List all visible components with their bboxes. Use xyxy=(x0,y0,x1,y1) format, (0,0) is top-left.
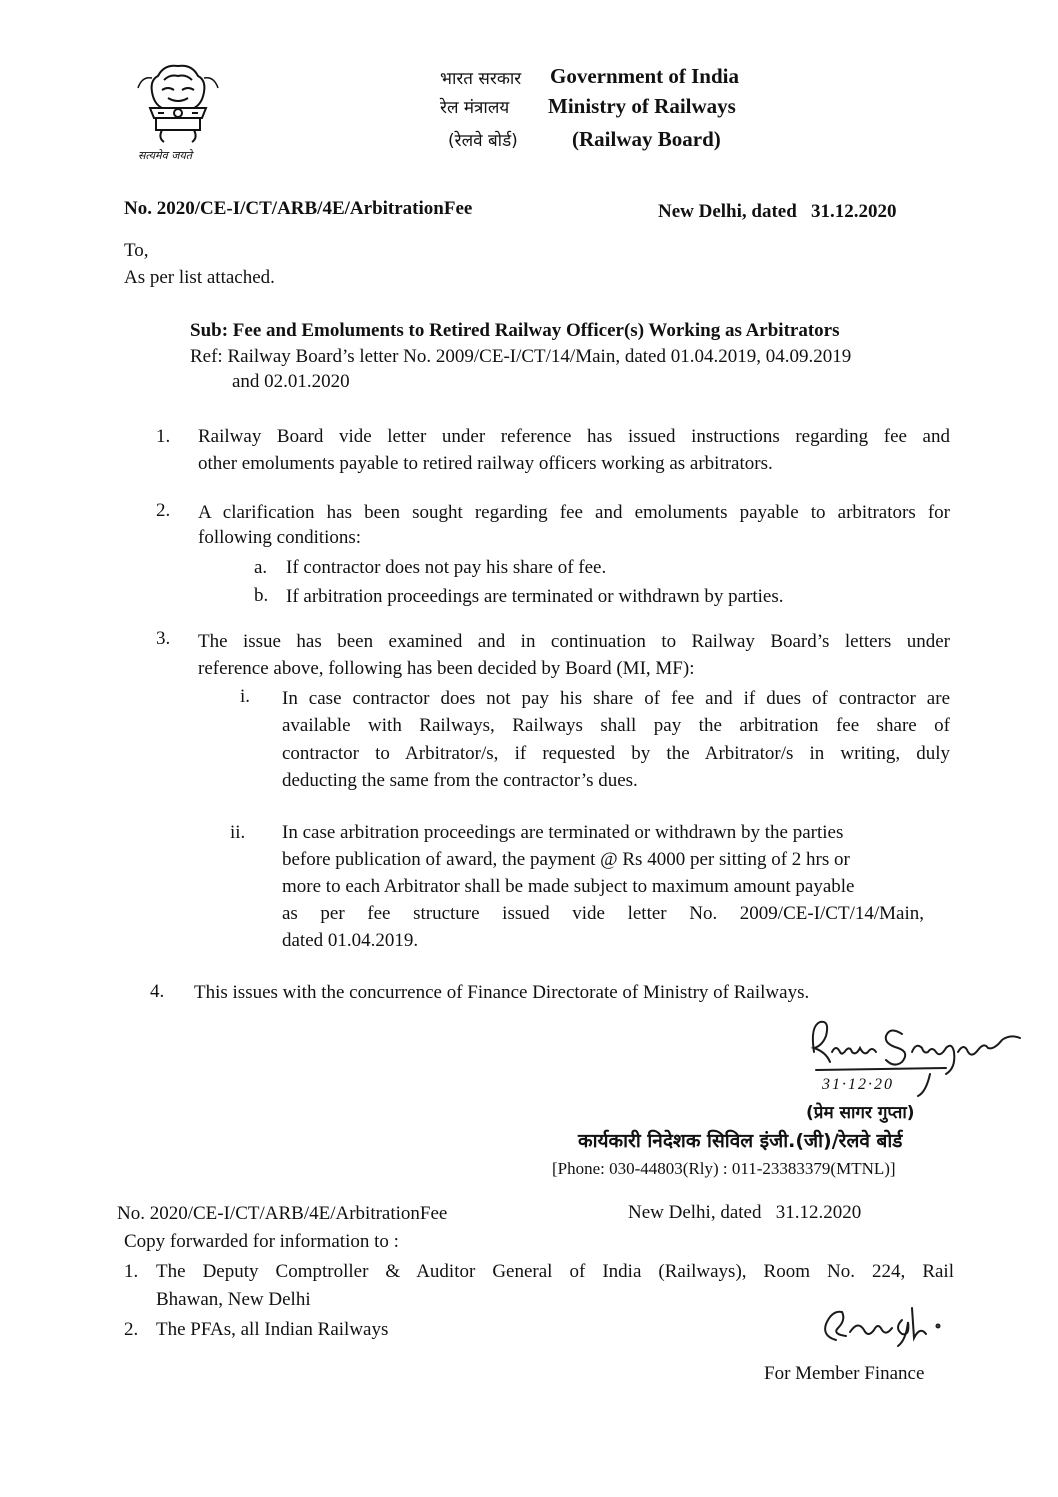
paragraph-line: reference above, following has been decided by Board (MI, MF): xyxy=(198,658,695,679)
paragraph-line: other emoluments payable to retired railway officers working as arbitrators. xyxy=(198,453,773,474)
sub-item-line: available with Railways, Railways shall pay the arbitration fee share of xyxy=(282,715,950,736)
sub-item-line: dated 01.04.2019. xyxy=(282,930,419,951)
signatory-name-hindi: (प्रेम सागर गुप्ता) xyxy=(806,1103,915,1123)
sub-item-line: before publication of award, the payment @ Rs 4000 per sitting of 2 hrs or xyxy=(282,849,850,870)
sub-item-text: If contractor does not pay his share of fee. xyxy=(286,557,607,578)
copy-item-line: The Deputy Comptroller & Auditor General of India (Railways), Room No. 224, Rail xyxy=(156,1261,954,1282)
header-hindi-ministry: रेल मंत्रालय xyxy=(440,98,510,118)
letter-subject: Sub: Fee and Emoluments to Retired Railway Officer(s) Working as Arbitrators xyxy=(190,320,840,341)
copy-item-line: The PFAs, all Indian Railways xyxy=(156,1319,389,1340)
copy-item-number: 2. xyxy=(124,1319,139,1340)
paragraph-line: following conditions: xyxy=(198,527,362,548)
sub-item-letter: a. xyxy=(254,557,268,578)
sub-item-line: more to each Arbitrator shall be made subject to maximum amount payable xyxy=(282,876,855,897)
sub-item-numeral: i. xyxy=(240,686,251,707)
paragraph-number: 2. xyxy=(156,500,171,521)
header-english-ministry: Ministry of Railways xyxy=(548,94,736,118)
sub-item-line: deducting the same from the contractor’s dues. xyxy=(282,770,638,791)
letter-number: No. 2020/CE-I/CT/ARB/4E/ArbitrationFee xyxy=(124,198,473,219)
letter-to: To, xyxy=(124,240,149,261)
paragraph-line: This issues with the concurrence of Finance Directorate of Ministry of Railways. xyxy=(194,982,810,1003)
sub-item-line: In case contractor does not pay his share of fee and if dues of contractor are xyxy=(282,688,950,709)
letter-date: New Delhi, dated 31.12.2020 xyxy=(658,201,897,222)
header-english-government: Government of India xyxy=(550,64,739,88)
member-finance-signoff: For Member Finance xyxy=(764,1363,925,1384)
header-hindi-government: भारत सरकार xyxy=(440,69,522,89)
letter-reference: Ref: Railway Board’s letter No. 2009/CE-I/CT/14/Main, dated 01.04.2019, 04.09.2019 xyxy=(190,346,852,367)
header-hindi-board: (रेलवे बोर्ड) xyxy=(448,131,518,151)
sub-item-numeral: ii. xyxy=(230,822,246,843)
national-emblem xyxy=(128,58,228,168)
copy-letter-number: No. 2020/CE-I/CT/ARB/4E/ArbitrationFee xyxy=(117,1203,448,1224)
paragraph-line: Railway Board vide letter under reference has issued instructions regarding fee and xyxy=(198,426,950,447)
sub-item-line: In case arbitration proceedings are terminated or withdrawn by the parties xyxy=(282,822,844,843)
paragraph-number: 1. xyxy=(156,426,171,447)
paragraph-line: The issue has been examined and in continuation to Railway Board’s letters under xyxy=(198,631,950,652)
letter-reference-cont: and 02.01.2020 xyxy=(232,371,350,392)
copy-letter-date: New Delhi, dated 31.12.2020 xyxy=(628,1202,862,1223)
sub-item-line: as per fee structure issued vide letter No. 2009/CE-I/CT/14/Main, xyxy=(282,903,924,924)
paragraph-number: 3. xyxy=(156,628,171,649)
initials-signature xyxy=(812,1300,972,1350)
sub-item-letter: b. xyxy=(254,585,269,606)
signatory-phone: [Phone: 030-44803(Rly) : 011-23383379(MTNL)] xyxy=(552,1159,896,1178)
paragraph-number: 4. xyxy=(150,981,165,1002)
emblem-motto: सत्यमेव जयते xyxy=(138,149,193,162)
sub-item-line: contractor to Arbitrator/s, if requested by the Arbitrator/s in writing, duly xyxy=(282,743,950,764)
copy-item-number: 1. xyxy=(124,1261,139,1282)
signatory-designation-hindi: कार्यकारी निदेशक सिविल इंजी.(जी)/रेलवे बोर्ड xyxy=(578,1130,903,1152)
handwritten-signature xyxy=(806,1012,1026,1102)
letter-recipients: As per list attached. xyxy=(124,267,275,288)
copy-intro: Copy forwarded for information to : xyxy=(124,1231,399,1252)
sub-item-text: If arbitration proceedings are terminated or withdrawn by parties. xyxy=(286,586,784,607)
paragraph-line: A clarification has been sought regarding fee and emoluments payable to arbitrators for xyxy=(198,502,950,523)
signature-date: 31·12·20 xyxy=(822,1076,894,1093)
copy-item-line: Bhawan, New Delhi xyxy=(156,1289,311,1310)
header-english-board: (Railway Board) xyxy=(572,127,721,151)
